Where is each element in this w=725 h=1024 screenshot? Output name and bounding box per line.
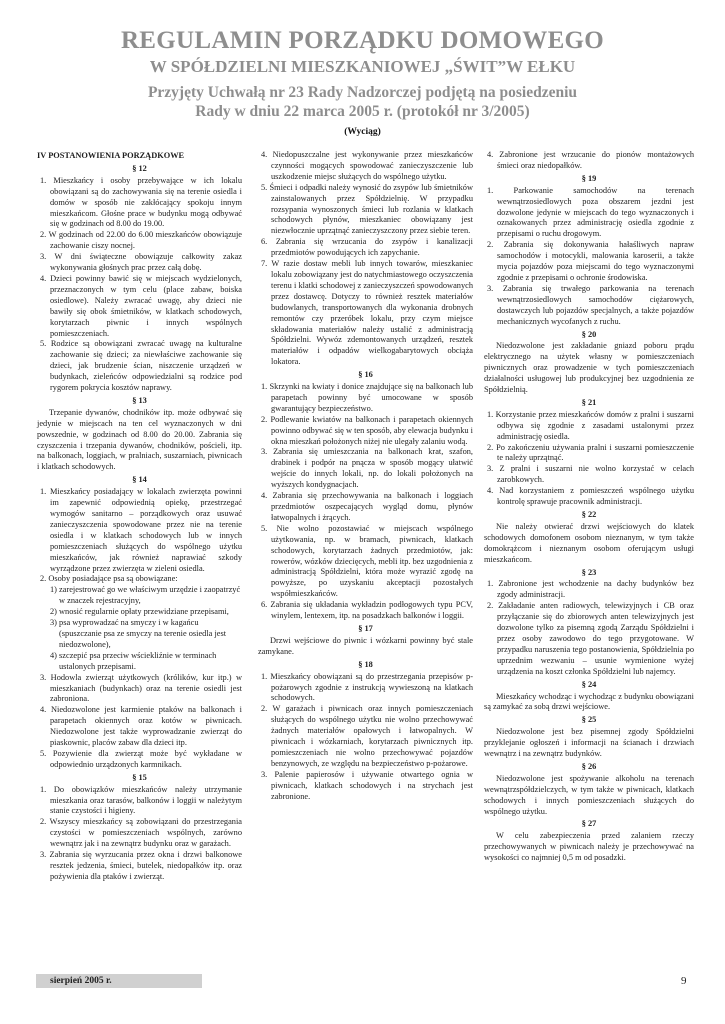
section-13-heading: § 13 (132, 395, 147, 405)
list-item: 2. Zabrania się dokonywania hałaśliwych napraw samochodów i motocykli, malowania karoserii, a także mycia pojazdów poza miejscami do tego wyznaczonymi zgodnie z przepisami o ochronie środowiska. (487, 240, 694, 282)
list-item: 1. Skrzynki na kwiaty i donice znajdujące się na balkonach lub parapetach powinny być umocowane w sposób gwarantujący bezpieczeństwo. (261, 382, 473, 413)
sub-item: 1) zarejestrować go we właściwym urzędzie i zaopatrzyć w znaczek rejestracyjny, (50, 585, 241, 606)
section-12-heading: § 12 (132, 163, 147, 173)
chapter-heading: IV POSTANOWIENIA PORZĄDKOWE (37, 151, 185, 160)
list-item: 4. Zabrania się przechowywania na balkonach i loggiach przedmiotów oszpecających wygląd domu, płynów łatwopalnych i żrących. (261, 491, 473, 522)
list-item: 2. Zakładanie anten radiowych, telewizyjnych i CB oraz przyłączanie się do zbiorowych anten telewizyjnych jest dozwolone tylko za pisemną zgodą Zarządu Spółdzielni i przez osoby zawodowo do tego przygotowane. W przypadku naruszenia tego postanowienia, Spółdzielnia po uprzednim wezwaniu – usunie wymienione wyżej urządzenia na koszt członka Spółdzielni lub najemcy. (487, 601, 694, 676)
section-14-items (37, 487, 242, 771)
section-14-heading: § 14 (132, 475, 147, 485)
section-15-items (37, 785, 242, 883)
section-23-heading: § 23 (581, 567, 597, 577)
list-item: 5. Rodzice są obowiązani zwracać uwagę na kulturalne zachowanie się dzieci; za niewłaściwe zachowanie się dzieci, jak brudzenie ścian, niszczenie urządzeń w budynkach, zieleńców odpowiedzialni są rodzice pod rygorem pokrycia kosztów naprawy. (40, 339, 242, 393)
list-item: 3. W dni świąteczne obowiązuje całkowity zakaz wykonywania głośnych prac przez całą dobę. (40, 252, 242, 273)
list-item: 2. Podlewanie kwiatów na balkonach i parapetach okiennych powinno odbywać się w ten sposób, aby elewacja budynku i okna mieszkań położonych niżej nie ulegały zalaniu wodą. (261, 414, 473, 446)
list-item: 4. Nad korzystaniem z pomieszczeń wspólnego użytku kontrolę sprawuje pracownik administracji. (487, 486, 694, 507)
section-15-heading: § 15 (132, 772, 147, 782)
section-16-items (258, 382, 473, 622)
column-2 (258, 150, 473, 802)
list-item: 5. Pozywienie dla zwierząt może być wykładane w odpowiednio urządzonych karmnikach. (40, 748, 242, 769)
section-21-heading: § 21 (581, 397, 597, 407)
list-item: 4. Niedozwolone jest karmienie ptaków na balkonach i parapetach okiennych oraz kotów w piwnicach. Niedozwolone jest także wyprowadzanie zwierząt do piaskownic, placów zabaw dla dzieci itp. (40, 705, 242, 748)
section-25-text: Niedozwolone jest bez pisemnej zgody Spółdzielni przyklejanie ogłoszeń i informacji na ścianach i drzwiach wewnątrz i na zewnątrz budynków. (484, 727, 694, 759)
list-item: 1. Zabronione jest wchodzenie na dachy budynków bez zgody administracji. (487, 579, 694, 600)
section-13-text: Trzepanie dywanów, chodników itp. może odbywać się jedynie w miejscach na ten cel wyznaczonych w dni powszednie, w godzinach od 8.00 do 20.00. Zabrania się czyszczenia i trzepania dywanów, chodników, pościeli, itp. na balkonach, loggiach, w pralniach, suszarniach, piwnicach i klatkach schodowych. (37, 407, 242, 472)
list-item: 3. Zabrania się wyrzucania przez okna i drzwi balkonowe resztek jedzenia, śmieci, butelek, niedopałków itp. oraz pożywienia dla ptaków i zwierząt. (40, 850, 242, 881)
list-item: 3. Zabrania się umieszczania na balkonach krat, szafon, drabinek i podpór na pnącza w sposób mogący ułatwić wejście do innych lokali, np. do lokali położonych na wyższych kondygnacjach. (261, 447, 473, 490)
list-item: 6. Zabrania się układania wykładzin podłogowych typu PCV, winylem, lentexem, itp. na posadzkach balkonów i loggii. (261, 600, 473, 621)
list-item: 1. Parkowanie samochodów na terenach wewnątrzosiedlowych poza obszarem jezdni jest dozwolone jedynie w miejscach do tego wyznaczonych i oznakowanych przez administrację osiedla zgodnie z przepisami o ruchu drogowym. (487, 185, 694, 239)
list-item: 4. Niedopuszczalne jest wykonywanie przez mieszkańców czynności mogących spowodować zanieczyszczenie lub uszkodzenie miejsc służących do wspólnego użytku. (261, 150, 473, 181)
list-item: 2. W garażach i piwnicach oraz innych pomieszczeniach służących do wspólnego użytku nie wolno przechowywać żadnych materiałów opałowych i łatwopalnych. W piwnicach i wózkarniach, korytarzach piwnicznych itp. pomieszczeniach nie wolno przechowywać pojazdów benzynowych, ze względu na bezpieczeństwo p-pożarowe. (261, 704, 473, 768)
excerpt-label: (Wyciąg) (344, 127, 381, 137)
list-item: 5. Nie wolno pozostawiać w miejscach wspólnego użytkowania, np. w bramach, piwnicach, klatkach schodowych, korytarzach żadnych przedmiotów, jak: rowerów, wózków dziecięcych, mebli itp. bez uzgodnienia z administracją Spółdzielni, która może wyrazić zgodę na powyższe, po uzyskaniu akceptacji pozostałych współmieszkańców. (261, 523, 473, 599)
list-item: 4. Dzieci powinny bawić się w miejscach wydzielonych, przeznaczonych w tym celu (place zabaw, boiska osiedlowe). Należy zwracać uwagę, aby dzieci nie bawiły się obok śmietników, w klatkach schodowych, korytarzach piwnic i innych wspólnych pomieszczeniach. (40, 273, 242, 338)
section-18-heading: § 18 (358, 659, 373, 669)
section-27-heading: § 27 (581, 819, 597, 829)
section-17-heading: § 17 (358, 623, 373, 633)
section-19-heading: § 19 (581, 173, 597, 183)
section-22-heading: § 22 (581, 510, 597, 519)
adoption-line-2: Rady w dniu 22 marca 2005 r. (protokół nr 3/2005) (195, 103, 530, 120)
section-18-items (258, 672, 473, 803)
section-22-text: Nie należy otwierać drzwi wejściowych do klatek schodowych domofonem osobom nieznanym, w tym także domokrążcom i nieznanym osobom oferującym usługi mieszkańcom. (484, 521, 694, 564)
document-title: REGULAMIN PORZĄDKU DOMOWEGO (120, 27, 605, 54)
list-item: 6. Zabrania się wrzucania do zsypów i kanalizacji przedmiotów powodujących ich zapychanie. (261, 237, 473, 258)
section-26-text: Niedozwolone jest spożywanie alkoholu na terenach wewnątrzspółdzielczych, w tym także w piwnicach, klatkach schodowych i innych pomieszczeniach służących do wspólnego użytku. (484, 773, 694, 816)
section-20-heading: § 20 (581, 329, 597, 339)
footer-date: sierpień 2005 r. (36, 974, 202, 988)
column-3 (484, 150, 694, 864)
list-item: 2. Wszyscy mieszkańcy są zobowiązani do przestrzegania czystości w pomieszczeniach wspólnych, zarówno wewnątrz jak i na zewnątrz budynku oraz w garażach. (40, 817, 242, 849)
section-27-text: W celu zabezpieczenia przed zalaniem rzeczy przechowywanych w piwnicach należy je przechowywać na wysokości co najmniej 0,5 m od posadzki. (484, 831, 694, 863)
list-item: 3. Z pralni i suszarni nie wolno korzystać w celach zarobkowych. (487, 464, 694, 485)
sub-item: 2) wnosić regularnie opłaty przewidziane przepisami, (50, 607, 229, 617)
page-number: 9 (681, 975, 687, 987)
list-item: 1. Mieszkańcy posiadający w lokalach zwierzęta powinni im zapewnić odpowiednią opiekę, przestrzegać wymogów sanitarno – porządkowych oraz usuwać zanieczyszczenia spowodowane przez nie na terenie osiedla i w klatkach schodowych lub w innych pomieszczeniach służących do wspólnego użytku mieszkańców, jak również naprawiać szkody wyrządzone przez zwierzęta w zieleni osiedla. (40, 487, 242, 573)
section-25-heading: § 25 (581, 715, 597, 725)
list-item: 2. Po zakończeniu używania pralni i suszarni pomieszczenie te należy uprzątnąć. (487, 442, 694, 463)
section-20-text: Niedozwolone jest zakładanie gniazd poboru prądu elektrycznego na użytek własny w pomieszczeniach piwnicznych oraz prowadzenie w tych pomieszczeniach działalności usługowej lub produkcyjnej bez uzgodnienia ze Spółdzielnią. (484, 341, 694, 395)
list-item: 1. Mieszkańcy obowiązani są do przestrzegania przepisów p-pożarowych zgodnie z instrukcją wywieszoną na klatkach schodowych. (261, 671, 473, 703)
list-item: 5. Śmieci i odpadki należy wynosić do zsypów lub śmietników zainstalowanych przez Spółdzielnię. W przypadku rozsypania wynoszonych śmieci lub rozlania w klatkach schodowych płynów, mieszkaniec obowiązany jest niezwłocznie uprzątnąć zanieczyszczony przez siebie teren. (261, 182, 473, 236)
section-23-items (484, 579, 694, 677)
list-item: 1. Korzystanie przez mieszkańców domów z pralni i suszarni odbywa się zgodnie z zasadami ustalonymi przez administrację osiedla. (487, 409, 694, 441)
column-1 (37, 150, 242, 883)
section-12-items (37, 176, 242, 394)
list-item: 3. Zabrania się trwałego parkowania na terenach wewnątrzosiedlowych samochodów ciężarowych, dostawczych lub pojazdów specjalnych, a także pojazdów mechanicznych wycofanych z ruchu. (487, 283, 694, 326)
document-subtitle: W SPÓŁDZIELNI MIESZKANIOWEJ „ŚWIT”W EŁKU (149, 57, 576, 76)
sub-item: 3) psa wyprowadzać na smyczy i w kagańcu (spuszczanie psa ze smyczy na terenie osiedla jest niedozwolone), (50, 618, 227, 649)
list-item: 7. W razie dostaw mebli lub innych towarów, mieszkaniec lokalu zobowiązany jest do natychmiastowego oczyszczenia terenu i klatki schodowej z zanieczyszczeń spowodowanych przez dostawcę. Dotyczy to również resztek materiałów budowlanych, transportowanych dla wykonania drobnych remontów czy przeróbek lokalu, przy czym miejsce składowania materiałów należy ustalić z administracją Spółdzielni. Wywóz zdemontowanych urządzeń, resztek materiałów i odpadów wielkogabarytowych obciąża lokatora. (261, 259, 473, 367)
section-16-heading: § 16 (358, 370, 373, 380)
list-item: 2. Osoby posiadające psa są obowiązane: (40, 574, 178, 584)
sub-item: 4) szczepić psa przeciw wściekliźnie w terminach ustalonych przepisami. (50, 650, 217, 671)
list-item: 3. Palenie papierosów i używanie otwartego ognia w piwnicach, klatkach schodowych i na strychach jest zabronione. (261, 769, 473, 801)
list-item: 1. Mieszkańcy i osoby przebywające w ich lokalu obowiązani są do zachowywania się na terenie osiedla i domów w sposób nie zakłócający spokoju innym mieszkańcom. Głośne prace w budynku mogą odbywać się w godzinach od 8.00 do 19.00. (40, 175, 242, 229)
section-26-heading: § 26 (581, 761, 597, 771)
section-19-items (484, 186, 694, 328)
adoption-line-1: Przyjęty Uchwałą nr 23 Rady Nadzorczej podjętą na posiedzeniu (147, 84, 578, 101)
section-24-text: Mieszkańcy wchodząc i wychodząc z budynku obowiązani są zamykać za sobą drzwi wejściowe. (484, 691, 694, 712)
list-item: 2. W godzinach od 22.00 do 6.00 mieszkańców obowiązuje zachowanie ciszy nocnej. (40, 230, 242, 251)
list-item: 1. Do obowiązków mieszkańców należy utrzymanie mieszkania oraz tarasów, balkonów i loggii w należytym stanie czystości i higieny. (40, 784, 242, 816)
section-24-heading: § 24 (581, 679, 597, 689)
list-item: 3. Hodowla zwierząt użytkowych (królików, kur itp.) w mieszkaniach (budynkach) oraz na terenie osiedli jest zabroniona. (40, 672, 242, 704)
section-21-items (484, 410, 694, 508)
list-item: 4. Zabronione jest wrzucanie do pionów montażowych śmieci oraz niedopałków. (487, 150, 694, 170)
section-15-items-continued (258, 150, 473, 368)
section-17-text: Drzwi wejściowe do piwnic i wózkarni powinny być stale zamykane. (258, 635, 473, 656)
